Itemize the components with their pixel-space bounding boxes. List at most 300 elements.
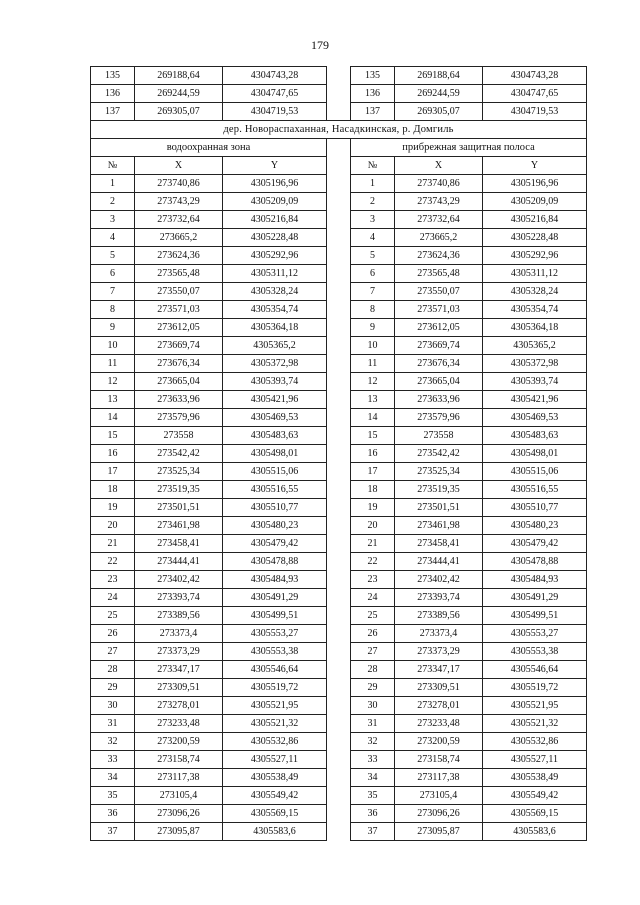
right-y-coordinate: 4304743,28 bbox=[483, 67, 587, 85]
table-row bbox=[91, 535, 587, 553]
right-x-coordinate: 273095,87 bbox=[395, 823, 483, 841]
table-row bbox=[91, 661, 587, 679]
right-y-coordinate: 4305498,01 bbox=[483, 445, 587, 463]
column-gap bbox=[327, 643, 351, 661]
column-gap bbox=[327, 139, 351, 157]
right-x-coordinate: 273624,36 bbox=[395, 247, 483, 265]
left-y-coordinate: 4305491,29 bbox=[223, 589, 327, 607]
right-x-coordinate: 269188,64 bbox=[395, 67, 483, 85]
right-point-number: 15 bbox=[351, 427, 395, 445]
column-gap bbox=[327, 625, 351, 643]
table-row bbox=[91, 67, 587, 85]
left-y-coordinate: 4305521,32 bbox=[223, 715, 327, 733]
right-x-coordinate: 273458,41 bbox=[395, 535, 483, 553]
column-gap bbox=[327, 103, 351, 121]
right-x-coordinate: 269244,59 bbox=[395, 85, 483, 103]
right-point-number: 16 bbox=[351, 445, 395, 463]
left-point-number: 35 bbox=[91, 787, 135, 805]
left-x-coordinate: 273665,04 bbox=[135, 373, 223, 391]
left-point-number: 2 bbox=[91, 193, 135, 211]
right-y-coordinate: 4305484,93 bbox=[483, 571, 587, 589]
left-y-coordinate: 4305553,38 bbox=[223, 643, 327, 661]
right-x-coordinate: 273233,48 bbox=[395, 715, 483, 733]
right-x-coordinate: 273542,42 bbox=[395, 445, 483, 463]
left-point-number: 29 bbox=[91, 679, 135, 697]
right-y-coordinate: 4305521,32 bbox=[483, 715, 587, 733]
left-col-number-header: № bbox=[91, 157, 135, 175]
left-x-coordinate: 273743,29 bbox=[135, 193, 223, 211]
left-y-coordinate: 4305510,77 bbox=[223, 499, 327, 517]
left-point-number: 4 bbox=[91, 229, 135, 247]
column-gap bbox=[327, 535, 351, 553]
column-gap bbox=[327, 67, 351, 85]
left-point-number: 1 bbox=[91, 175, 135, 193]
right-y-coordinate: 4305538,49 bbox=[483, 769, 587, 787]
left-point-number: 10 bbox=[91, 337, 135, 355]
right-x-coordinate: 273669,74 bbox=[395, 337, 483, 355]
right-y-coordinate: 4305478,88 bbox=[483, 553, 587, 571]
column-gap bbox=[327, 697, 351, 715]
right-point-number: 34 bbox=[351, 769, 395, 787]
column-gap bbox=[327, 661, 351, 679]
right-col-y-header: Y bbox=[483, 157, 587, 175]
right-x-coordinate: 273373,4 bbox=[395, 625, 483, 643]
table-row bbox=[91, 373, 587, 391]
left-y-coordinate: 4305515,06 bbox=[223, 463, 327, 481]
right-y-coordinate: 4305372,98 bbox=[483, 355, 587, 373]
table-row bbox=[91, 319, 587, 337]
right-y-coordinate: 4305228,48 bbox=[483, 229, 587, 247]
right-y-coordinate: 4305328,24 bbox=[483, 283, 587, 301]
table-row bbox=[91, 175, 587, 193]
table-row bbox=[91, 85, 587, 103]
left-x-coordinate: 273550,07 bbox=[135, 283, 223, 301]
table-row bbox=[91, 733, 587, 751]
left-y-coordinate: 4305499,51 bbox=[223, 607, 327, 625]
left-x-coordinate: 273373,4 bbox=[135, 625, 223, 643]
right-y-coordinate: 4305527,11 bbox=[483, 751, 587, 769]
column-gap bbox=[327, 211, 351, 229]
right-x-coordinate: 273558 bbox=[395, 427, 483, 445]
right-point-number: 13 bbox=[351, 391, 395, 409]
right-y-coordinate: 4305483,63 bbox=[483, 427, 587, 445]
left-x-coordinate: 273393,74 bbox=[135, 589, 223, 607]
table-row bbox=[91, 625, 587, 643]
right-x-coordinate: 273105,4 bbox=[395, 787, 483, 805]
right-point-number: 7 bbox=[351, 283, 395, 301]
right-point-number: 17 bbox=[351, 463, 395, 481]
table-row bbox=[91, 391, 587, 409]
left-point-number: 34 bbox=[91, 769, 135, 787]
table-row bbox=[91, 301, 587, 319]
right-x-coordinate: 273461,98 bbox=[395, 517, 483, 535]
left-point-number: 14 bbox=[91, 409, 135, 427]
right-y-coordinate: 4305479,42 bbox=[483, 535, 587, 553]
column-gap bbox=[327, 571, 351, 589]
right-point-number: 27 bbox=[351, 643, 395, 661]
column-gap bbox=[327, 499, 351, 517]
right-x-coordinate: 273665,2 bbox=[395, 229, 483, 247]
left-y-coordinate: 4305484,93 bbox=[223, 571, 327, 589]
right-point-number: 23 bbox=[351, 571, 395, 589]
right-x-coordinate: 273550,07 bbox=[395, 283, 483, 301]
table-row bbox=[91, 643, 587, 661]
right-x-coordinate: 273571,03 bbox=[395, 301, 483, 319]
right-x-coordinate: 273565,48 bbox=[395, 265, 483, 283]
page-number: 179 bbox=[311, 38, 329, 52]
left-y-coordinate: 4305569,15 bbox=[223, 805, 327, 823]
left-x-coordinate: 273579,96 bbox=[135, 409, 223, 427]
right-x-coordinate: 273732,64 bbox=[395, 211, 483, 229]
right-point-number: 36 bbox=[351, 805, 395, 823]
right-point-number: 26 bbox=[351, 625, 395, 643]
left-x-coordinate: 273732,64 bbox=[135, 211, 223, 229]
left-point-number: 11 bbox=[91, 355, 135, 373]
left-x-coordinate: 273233,48 bbox=[135, 715, 223, 733]
left-y-coordinate: 4305364,18 bbox=[223, 319, 327, 337]
left-y-coordinate: 4305527,11 bbox=[223, 751, 327, 769]
left-y-coordinate: 4305311,12 bbox=[223, 265, 327, 283]
left-y-coordinate: 4305478,88 bbox=[223, 553, 327, 571]
left-point-number: 22 bbox=[91, 553, 135, 571]
left-table-title: водоохранная зона bbox=[91, 139, 327, 157]
left-x-coordinate: 273565,48 bbox=[135, 265, 223, 283]
right-y-coordinate: 4304719,53 bbox=[483, 103, 587, 121]
right-x-coordinate: 273096,26 bbox=[395, 805, 483, 823]
right-y-coordinate: 4305546,64 bbox=[483, 661, 587, 679]
right-point-number: 28 bbox=[351, 661, 395, 679]
column-gap bbox=[327, 769, 351, 787]
right-y-coordinate: 4305216,84 bbox=[483, 211, 587, 229]
column-gap bbox=[327, 265, 351, 283]
left-point-number: 16 bbox=[91, 445, 135, 463]
left-y-coordinate: 4305553,27 bbox=[223, 625, 327, 643]
right-y-coordinate: 4305421,96 bbox=[483, 391, 587, 409]
table-row bbox=[91, 211, 587, 229]
left-y-coordinate: 4305549,42 bbox=[223, 787, 327, 805]
right-y-coordinate: 4305510,77 bbox=[483, 499, 587, 517]
section-header bbox=[91, 121, 587, 175]
left-point-number: 28 bbox=[91, 661, 135, 679]
left-y-coordinate: 4305354,74 bbox=[223, 301, 327, 319]
column-gap bbox=[327, 445, 351, 463]
table-row bbox=[91, 715, 587, 733]
left-y-coordinate: 4305196,96 bbox=[223, 175, 327, 193]
right-x-coordinate: 273402,42 bbox=[395, 571, 483, 589]
table-row bbox=[91, 517, 587, 535]
right-y-coordinate: 4305491,29 bbox=[483, 589, 587, 607]
right-point-number: 5 bbox=[351, 247, 395, 265]
right-x-coordinate: 269305,07 bbox=[395, 103, 483, 121]
right-y-coordinate: 4305469,53 bbox=[483, 409, 587, 427]
right-x-coordinate: 273278,01 bbox=[395, 697, 483, 715]
column-gap bbox=[327, 283, 351, 301]
right-y-coordinate: 4305196,96 bbox=[483, 175, 587, 193]
left-point-number: 26 bbox=[91, 625, 135, 643]
right-x-coordinate: 273200,59 bbox=[395, 733, 483, 751]
left-x-coordinate: 273444,41 bbox=[135, 553, 223, 571]
left-x-coordinate: 273669,74 bbox=[135, 337, 223, 355]
table-row bbox=[91, 553, 587, 571]
left-y-coordinate: 4305498,01 bbox=[223, 445, 327, 463]
left-point-number: 3 bbox=[91, 211, 135, 229]
left-point-number: 6 bbox=[91, 265, 135, 283]
right-x-coordinate: 273158,74 bbox=[395, 751, 483, 769]
left-x-coordinate: 273117,38 bbox=[135, 769, 223, 787]
left-point-number: 19 bbox=[91, 499, 135, 517]
right-x-coordinate: 273444,41 bbox=[395, 553, 483, 571]
right-y-coordinate: 4305519,72 bbox=[483, 679, 587, 697]
right-table-title: прибрежная защитная полоса bbox=[351, 139, 587, 157]
table-row bbox=[91, 499, 587, 517]
table-row bbox=[91, 265, 587, 283]
table-row bbox=[91, 337, 587, 355]
left-y-coordinate: 4305228,48 bbox=[223, 229, 327, 247]
left-x-coordinate: 273096,26 bbox=[135, 805, 223, 823]
right-x-coordinate: 273519,35 bbox=[395, 481, 483, 499]
left-point-number: 7 bbox=[91, 283, 135, 301]
right-y-coordinate: 4305364,18 bbox=[483, 319, 587, 337]
right-point-number: 32 bbox=[351, 733, 395, 751]
right-point-number: 33 bbox=[351, 751, 395, 769]
column-gap bbox=[327, 715, 351, 733]
left-y-coordinate: 4304747,65 bbox=[223, 85, 327, 103]
right-y-coordinate: 4305480,23 bbox=[483, 517, 587, 535]
left-x-coordinate: 273519,35 bbox=[135, 481, 223, 499]
table-row bbox=[91, 751, 587, 769]
left-point-number: 136 bbox=[91, 85, 135, 103]
subtable-titles-row bbox=[91, 139, 587, 157]
table-row bbox=[91, 679, 587, 697]
right-point-number: 35 bbox=[351, 787, 395, 805]
left-point-number: 27 bbox=[91, 643, 135, 661]
right-point-number: 14 bbox=[351, 409, 395, 427]
right-y-coordinate: 4305365,2 bbox=[483, 337, 587, 355]
left-point-number: 30 bbox=[91, 697, 135, 715]
column-gap bbox=[327, 679, 351, 697]
left-x-coordinate: 273624,36 bbox=[135, 247, 223, 265]
left-y-coordinate: 4305483,63 bbox=[223, 427, 327, 445]
table-row bbox=[91, 769, 587, 787]
left-x-coordinate: 273525,34 bbox=[135, 463, 223, 481]
right-x-coordinate: 273665,04 bbox=[395, 373, 483, 391]
left-y-coordinate: 4305421,96 bbox=[223, 391, 327, 409]
left-x-coordinate: 273158,74 bbox=[135, 751, 223, 769]
left-y-coordinate: 4305393,74 bbox=[223, 373, 327, 391]
left-x-coordinate: 273558 bbox=[135, 427, 223, 445]
right-x-coordinate: 273501,51 bbox=[395, 499, 483, 517]
right-point-number: 22 bbox=[351, 553, 395, 571]
column-gap bbox=[327, 409, 351, 427]
right-col-x-header: X bbox=[395, 157, 483, 175]
left-y-coordinate: 4304719,53 bbox=[223, 103, 327, 121]
right-point-number: 4 bbox=[351, 229, 395, 247]
right-y-coordinate: 4305553,38 bbox=[483, 643, 587, 661]
column-gap bbox=[327, 733, 351, 751]
column-gap bbox=[327, 337, 351, 355]
right-x-coordinate: 273579,96 bbox=[395, 409, 483, 427]
table-row bbox=[91, 481, 587, 499]
table-row bbox=[91, 283, 587, 301]
left-y-coordinate: 4305292,96 bbox=[223, 247, 327, 265]
right-point-number: 2 bbox=[351, 193, 395, 211]
left-x-coordinate: 273389,56 bbox=[135, 607, 223, 625]
right-x-coordinate: 273117,38 bbox=[395, 769, 483, 787]
column-gap bbox=[327, 193, 351, 211]
left-x-coordinate: 273542,42 bbox=[135, 445, 223, 463]
table-row bbox=[91, 805, 587, 823]
section-title-row bbox=[91, 121, 587, 139]
right-point-number: 1 bbox=[351, 175, 395, 193]
coordinate-rows bbox=[91, 175, 587, 841]
table-row bbox=[91, 697, 587, 715]
column-gap bbox=[327, 157, 351, 175]
right-x-coordinate: 273743,29 bbox=[395, 193, 483, 211]
right-y-coordinate: 4305393,74 bbox=[483, 373, 587, 391]
right-y-coordinate: 4305521,95 bbox=[483, 697, 587, 715]
left-y-coordinate: 4305480,23 bbox=[223, 517, 327, 535]
right-point-number: 21 bbox=[351, 535, 395, 553]
left-point-number: 21 bbox=[91, 535, 135, 553]
column-gap bbox=[327, 247, 351, 265]
left-x-coordinate: 273461,98 bbox=[135, 517, 223, 535]
left-point-number: 13 bbox=[91, 391, 135, 409]
table-row bbox=[91, 463, 587, 481]
left-y-coordinate: 4305532,86 bbox=[223, 733, 327, 751]
table-row bbox=[91, 247, 587, 265]
right-y-coordinate: 4305209,09 bbox=[483, 193, 587, 211]
column-gap bbox=[327, 301, 351, 319]
table-row bbox=[91, 571, 587, 589]
left-x-coordinate: 273633,96 bbox=[135, 391, 223, 409]
left-x-coordinate: 269188,64 bbox=[135, 67, 223, 85]
right-point-number: 29 bbox=[351, 679, 395, 697]
left-point-number: 18 bbox=[91, 481, 135, 499]
right-y-coordinate: 4304747,65 bbox=[483, 85, 587, 103]
left-y-coordinate: 4305538,49 bbox=[223, 769, 327, 787]
left-x-coordinate: 273347,17 bbox=[135, 661, 223, 679]
column-gap bbox=[327, 805, 351, 823]
table-row bbox=[91, 229, 587, 247]
right-point-number: 19 bbox=[351, 499, 395, 517]
left-y-coordinate: 4305372,98 bbox=[223, 355, 327, 373]
column-gap bbox=[327, 751, 351, 769]
column-gap bbox=[327, 463, 351, 481]
left-x-coordinate: 273501,51 bbox=[135, 499, 223, 517]
right-point-number: 25 bbox=[351, 607, 395, 625]
left-x-coordinate: 273676,34 bbox=[135, 355, 223, 373]
left-y-coordinate: 4305209,09 bbox=[223, 193, 327, 211]
right-point-number: 37 bbox=[351, 823, 395, 841]
left-y-coordinate: 4305519,72 bbox=[223, 679, 327, 697]
column-gap bbox=[327, 589, 351, 607]
section-title: дер. Новораспаханная, Насадкинская, р. Домгиль bbox=[91, 121, 587, 139]
table-row bbox=[91, 103, 587, 121]
right-y-coordinate: 4305499,51 bbox=[483, 607, 587, 625]
right-x-coordinate: 273309,51 bbox=[395, 679, 483, 697]
right-y-coordinate: 4305549,42 bbox=[483, 787, 587, 805]
left-point-number: 31 bbox=[91, 715, 135, 733]
left-x-coordinate: 273105,4 bbox=[135, 787, 223, 805]
table-row bbox=[91, 193, 587, 211]
right-x-coordinate: 273393,74 bbox=[395, 589, 483, 607]
right-y-coordinate: 4305354,74 bbox=[483, 301, 587, 319]
right-x-coordinate: 273389,56 bbox=[395, 607, 483, 625]
left-x-coordinate: 273458,41 bbox=[135, 535, 223, 553]
right-y-coordinate: 4305292,96 bbox=[483, 247, 587, 265]
left-point-number: 8 bbox=[91, 301, 135, 319]
right-point-number: 3 bbox=[351, 211, 395, 229]
column-gap bbox=[327, 355, 351, 373]
right-y-coordinate: 4305311,12 bbox=[483, 265, 587, 283]
left-point-number: 32 bbox=[91, 733, 135, 751]
table-row bbox=[91, 355, 587, 373]
left-x-coordinate: 273740,86 bbox=[135, 175, 223, 193]
right-x-coordinate: 273740,86 bbox=[395, 175, 483, 193]
left-x-coordinate: 273665,2 bbox=[135, 229, 223, 247]
left-y-coordinate: 4305583,6 bbox=[223, 823, 327, 841]
left-y-coordinate: 4304743,28 bbox=[223, 67, 327, 85]
right-point-number: 18 bbox=[351, 481, 395, 499]
left-point-number: 135 bbox=[91, 67, 135, 85]
left-y-coordinate: 4305479,42 bbox=[223, 535, 327, 553]
table-row bbox=[91, 409, 587, 427]
left-x-coordinate: 273200,59 bbox=[135, 733, 223, 751]
left-y-coordinate: 4305516,55 bbox=[223, 481, 327, 499]
right-x-coordinate: 273347,17 bbox=[395, 661, 483, 679]
column-gap bbox=[327, 373, 351, 391]
right-col-number-header: № bbox=[351, 157, 395, 175]
column-gap bbox=[327, 175, 351, 193]
right-point-number: 12 bbox=[351, 373, 395, 391]
left-col-y-header: Y bbox=[223, 157, 327, 175]
left-y-coordinate: 4305216,84 bbox=[223, 211, 327, 229]
left-y-coordinate: 4305328,24 bbox=[223, 283, 327, 301]
column-gap bbox=[327, 823, 351, 841]
right-y-coordinate: 4305553,27 bbox=[483, 625, 587, 643]
left-x-coordinate: 273612,05 bbox=[135, 319, 223, 337]
left-y-coordinate: 4305521,95 bbox=[223, 697, 327, 715]
table-row bbox=[91, 445, 587, 463]
right-point-number: 20 bbox=[351, 517, 395, 535]
right-x-coordinate: 273612,05 bbox=[395, 319, 483, 337]
left-x-coordinate: 269244,59 bbox=[135, 85, 223, 103]
left-y-coordinate: 4305546,64 bbox=[223, 661, 327, 679]
right-point-number: 31 bbox=[351, 715, 395, 733]
left-x-coordinate: 273278,01 bbox=[135, 697, 223, 715]
column-gap bbox=[327, 553, 351, 571]
right-y-coordinate: 4305515,06 bbox=[483, 463, 587, 481]
left-point-number: 25 bbox=[91, 607, 135, 625]
left-point-number: 23 bbox=[91, 571, 135, 589]
left-x-coordinate: 269305,07 bbox=[135, 103, 223, 121]
left-point-number: 12 bbox=[91, 373, 135, 391]
coordinate-table bbox=[90, 66, 587, 841]
table-row bbox=[91, 607, 587, 625]
table-row bbox=[91, 787, 587, 805]
carryover-rows bbox=[91, 67, 587, 121]
right-point-number: 11 bbox=[351, 355, 395, 373]
column-gap bbox=[327, 391, 351, 409]
column-gap bbox=[327, 85, 351, 103]
column-gap bbox=[327, 319, 351, 337]
column-gap bbox=[327, 517, 351, 535]
right-x-coordinate: 273676,34 bbox=[395, 355, 483, 373]
table-row bbox=[91, 427, 587, 445]
right-point-number: 6 bbox=[351, 265, 395, 283]
right-point-number: 135 bbox=[351, 67, 395, 85]
coordinate-table-sheet bbox=[90, 66, 586, 841]
